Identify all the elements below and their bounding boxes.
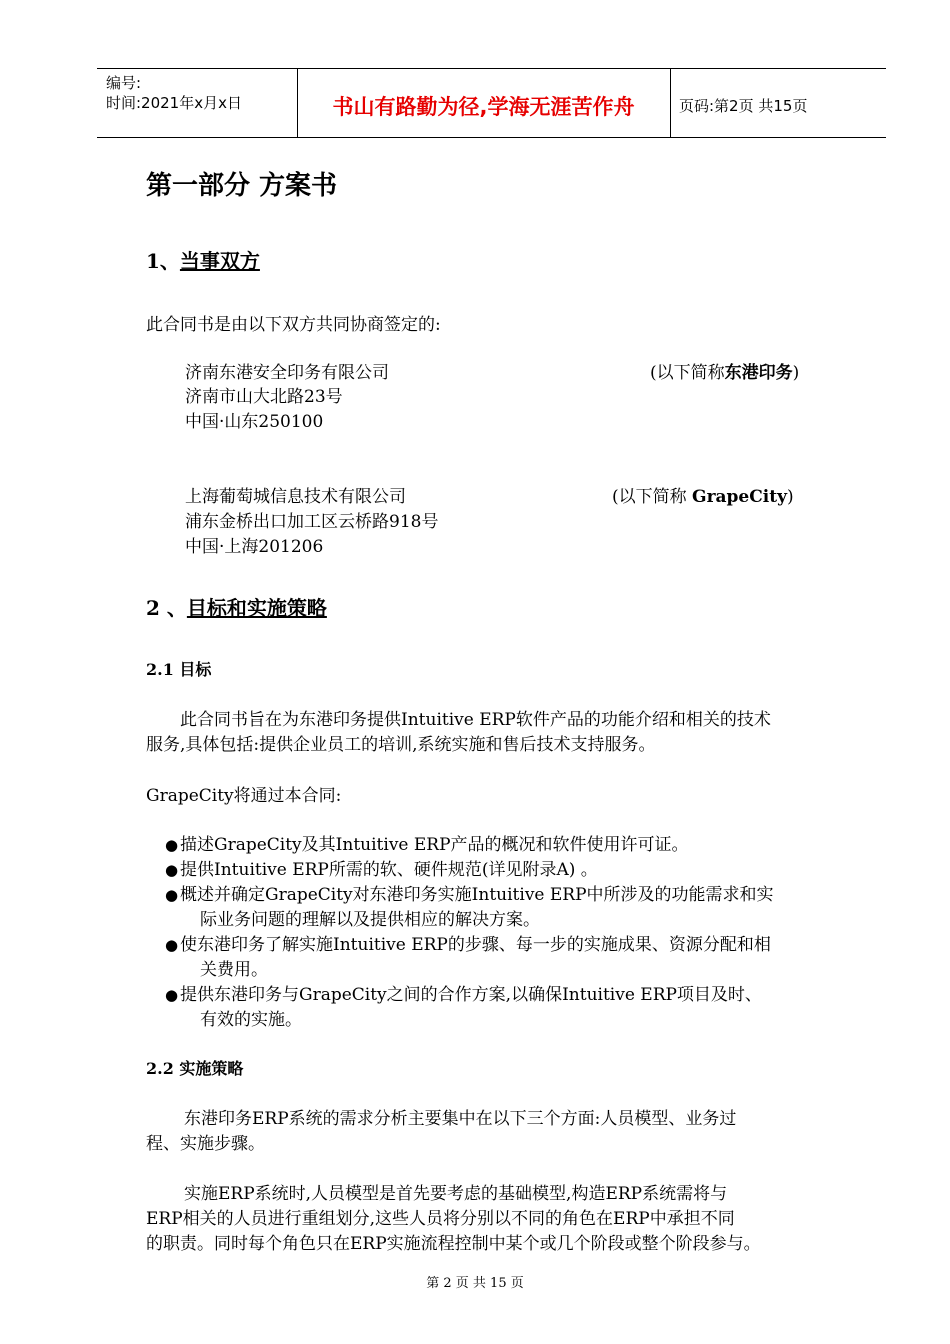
bullet-item-1: 描述GrapeCity及其Intuitive ERP产品的概况和软件使用许可证。 [180,835,689,855]
section1-number: 1、 [146,249,180,273]
bullet-item-5-line2: 有效的实施。 [200,1010,302,1030]
bullet-item-3-line2: 际业务问题的理解以及提供相应的解决方案。 [200,910,540,930]
party-a-alias-name: 东港印务 [724,363,793,383]
bullet-item-3-line1: 概述并确定GrapeCity对东港印务实施Intuitive ERP中所涉及的功能需求和实 [180,885,774,905]
doc-number-label: 编号: [106,74,142,92]
header-info-cell [97,69,298,137]
strategy-paragraph2-line2: ERP相关的人员进行重组划分,这些人员将分别以不同的角色在ERP中承担不同 [146,1209,735,1229]
section1-intro: 此合同书是由以下双方共同协商签定的: [146,315,441,335]
party-a-name: 济南东港安全印务有限公司 [185,363,389,383]
strategy-paragraph1-line2: 程、实施步骤。 [146,1134,265,1154]
strategy-paragraph1-line1: 东港印务ERP系统的需求分析主要集中在以下三个方面:人员模型、业务过 [184,1109,737,1129]
goal-paragraph-line1: 此合同书旨在为东港印务提供Intuitive ERP软件产品的功能介绍和相关的技术 [180,710,771,730]
party-b-alias-prefix: (以下简称 [612,487,693,507]
bullet-icon: ● [165,936,179,954]
header-motto-cell [297,69,671,137]
bullet-icon: ● [165,886,179,904]
section2-heading [146,594,327,622]
party-b-alias [612,485,794,509]
header-motto: 书山有路勤为径,学海无涯苦作舟 [332,95,635,119]
section2-title: 目标和实施策略 [186,596,327,620]
goal-lead: GrapeCity将通过本合同: [146,786,342,806]
party-a-alias-prefix: (以下简称 [650,363,725,383]
bullet-item-2: 提供Intuitive ERP所需的软、硬件规范(详见附录A) 。 [180,860,598,880]
header-page-cell [670,69,886,137]
time-label: 时间:2021年x月x日 [106,94,242,112]
section2-number: 2 、 [146,596,187,620]
bullet-item-4-line2: 关费用。 [200,960,268,980]
strategy-paragraph2-line1: 实施ERP系统时,人员模型是首先要考虑的基础模型,构造ERP系统需将与 [184,1184,728,1204]
party-a-address: 济南市山大北路23号 [185,387,343,407]
bullet-icon: ● [165,836,179,854]
party-b-name: 上海葡萄城信息技术有限公司 [185,487,406,507]
bullet-icon: ● [165,986,179,1004]
goal-paragraph-line2: 服务,具体包括:提供企业员工的培训,系统实施和售后技术支持服务。 [146,735,656,755]
section1-heading [146,247,260,275]
page-footer: 第 2 页 共 15 页 [426,1276,524,1291]
bullet-item-5-line1: 提供东港印务与GrapeCity之间的合作方案,以确保Intuitive ERP项目及时、 [180,985,762,1005]
document-title: 第一部分 方案书 [146,171,338,201]
party-a-alias-suffix: ) [792,363,800,383]
bullet-item-4-line1: 使东港印务了解实施Intuitive ERP的步骤、每一步的实施成果、资源分配和相 [180,935,771,955]
section1-title: 当事双方 [179,249,260,273]
party-b-region: 中国·上海201206 [185,537,324,557]
party-b-address: 浦东金桥出口加工区云桥路918号 [185,512,439,532]
party-b-alias-suffix: ) [786,487,794,507]
header-page-number: 页码:第2页 共15页 [679,97,808,115]
party-b-alias-name: GrapeCity [692,487,787,507]
party-a-region: 中国·山东250100 [185,412,324,432]
strategy-paragraph2-line3: 的职责。同时每个角色只在ERP实施流程控制中某个或几个阶段或整个阶段参与。 [146,1234,761,1254]
subsection-2-2-heading: 2.2 实施策略 [146,1059,244,1078]
page-header [97,68,886,138]
party-a-alias [650,361,799,385]
bullet-icon: ● [165,861,179,879]
subsection-2-1-heading: 2.1 目标 [146,660,212,679]
